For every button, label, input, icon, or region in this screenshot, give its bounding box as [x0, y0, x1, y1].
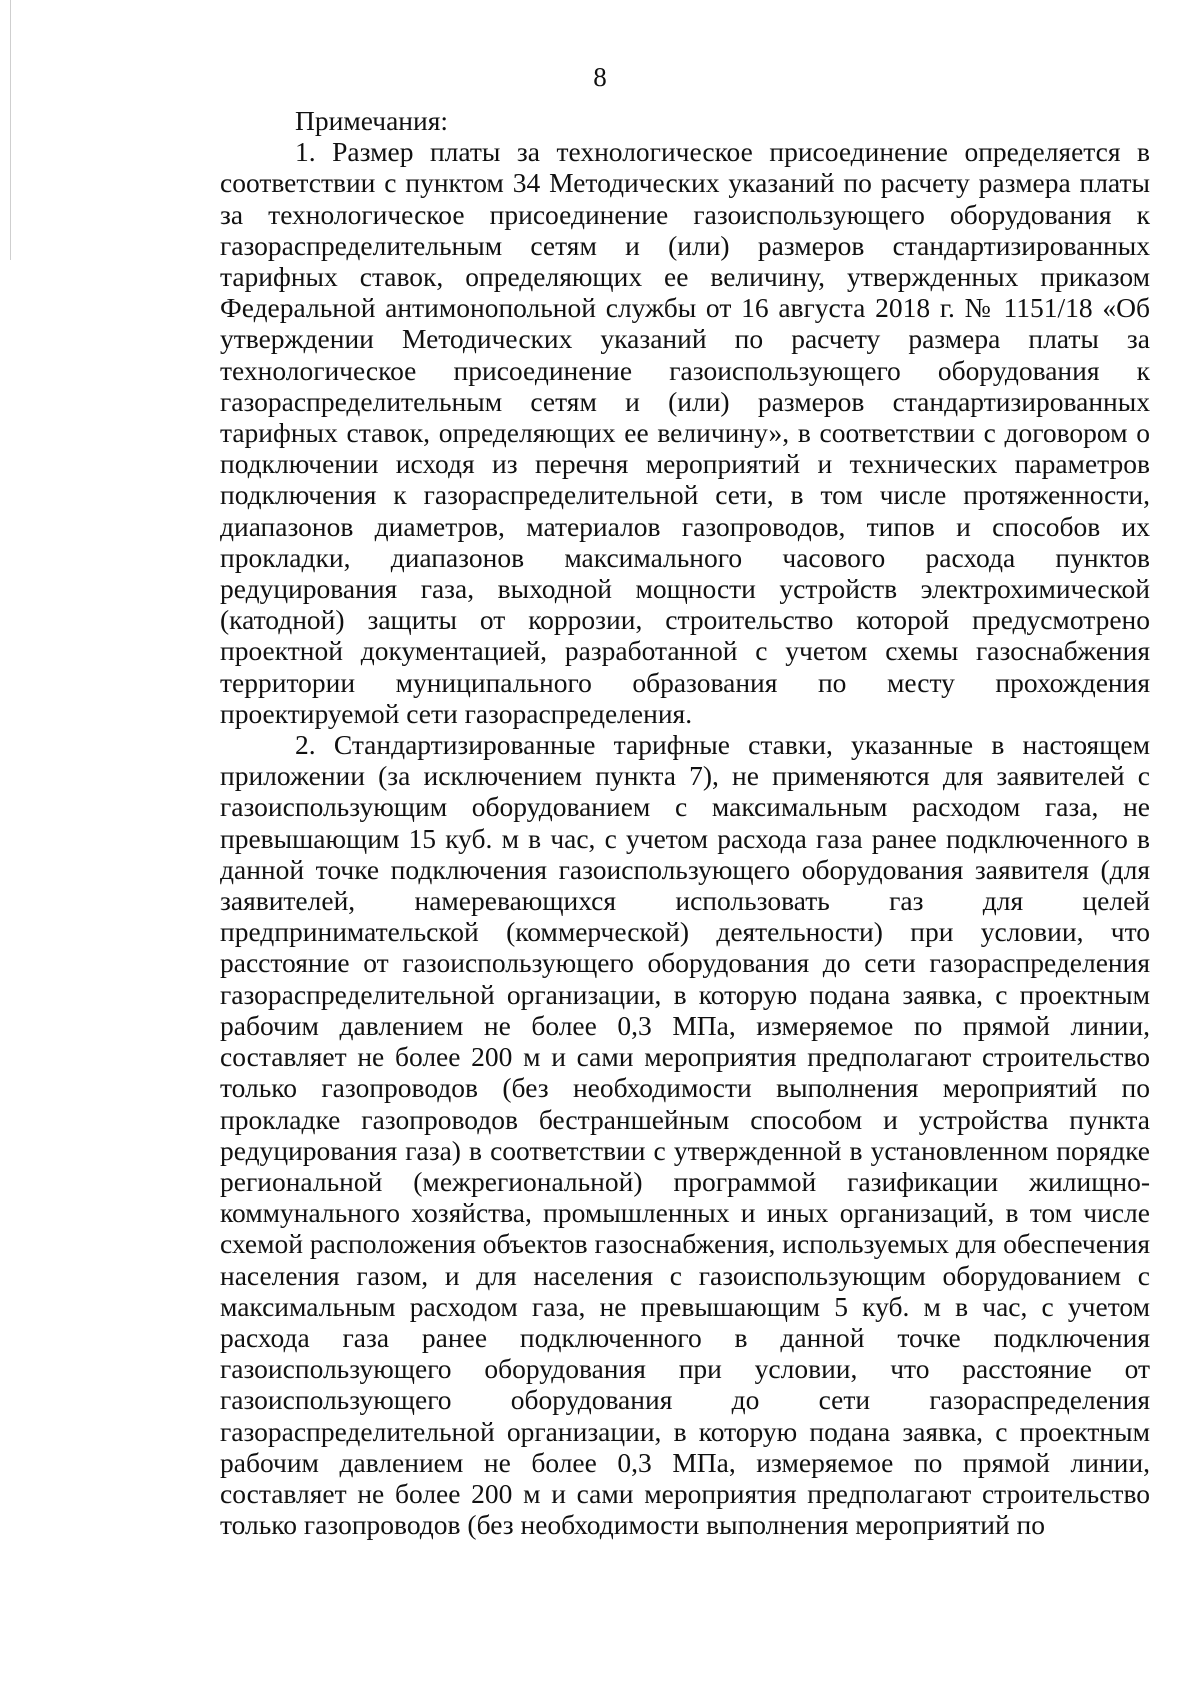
notes-heading: Примечания: — [295, 105, 449, 136]
note-paragraph-2: 2. Стандартизированные тарифные ставки, указанные в настоящем приложении (за исключением пункта 7), не применяются для заявителей с газоиспользующим оборудованием с максимальным расходом газа, не превышающим 15 куб. м в час, с учетом расхода газа ранее подключенного в данной точке подключения газоиспользующего оборудования заявителя (для заявителей, намеревающихся использовать газ для целей предпринимательской (коммерческой) деятельности) при условии, что расстояние от газоиспользующего оборудования до сети газораспределения газораспределительной организации, в которую подана заявка, с проектным рабочим давлением не более 0,3 МПа, измеряемое по прямой линии, составляет не более 200 м и сами мероприятия предполагают строительство только газопроводов (без необходимости выполнения мероприятий по прокладке газопроводов бестраншейным способом и устройства пункта редуцирования газа) в соответствии с утвержденной в установленном порядке региональной (межрегиональной) программой газификации жилищно-коммунального хозяйства, промышленных и иных организаций, в том числе схемой расположения объектов газоснабжения, используемых для обеспечения населения газом, и для населения с газоиспользующим оборудованием с максимальным расходом газа, не превышающим 5 куб. м в час, с учетом расхода газа ранее подключенного в данной точке подключения газоиспользующего оборудования при условии, что расстояние от газоиспользующего оборудования до сети газораспределения газораспределительной организации, в которую подана заявка, с проектным рабочим давлением не более 0,3 МПа, измеряемое по прямой линии, составляет не более 200 м и сами мероприятия предполагают строительство только газопроводов (без необходимости выполнения мероприятий по — [220, 729, 1150, 1541]
note-paragraph-1: 1. Размер платы за технологическое присоединение определяется в соответствии с пунктом 34 Методических указаний по расчету размера платы за технологическое присоединение газоиспользующего оборудования к газораспределительным сетям и (или) размеров стандартизированных тарифных ставок, определяющих ее величину, утвержденных приказом Федеральной антимонопольной службы от 16 августа 2018 г. № 1151/18 «Об утверждении Методических указаний по расчету размера платы за технологическое присоединение газоиспользующего оборудования к газораспределительным сетям и (или) размеров стандартизированных тарифных ставок, определяющих ее величину», в соответствии с договором о подключении исходя из перечня мероприятий и технических параметров подключения к газораспределительной сети, в том числе протяженности, диапазонов диаметров, материалов газопроводов, типов и способов их прокладки, диапазонов максимального часового расхода пунктов редуцирования газа, выходной мощности устройств электрохимической (катодной) защиты от коррозии, строительство которой предусмотрено проектной документацией, разработанной с учетом схемы газоснабжения территории муниципального образования по месту прохождения проектируемой сети газораспределения. — [220, 136, 1150, 729]
scan-edge-line — [10, 0, 11, 260]
page-number: 8 — [593, 62, 607, 92]
document-body — [220, 105, 1150, 1540]
